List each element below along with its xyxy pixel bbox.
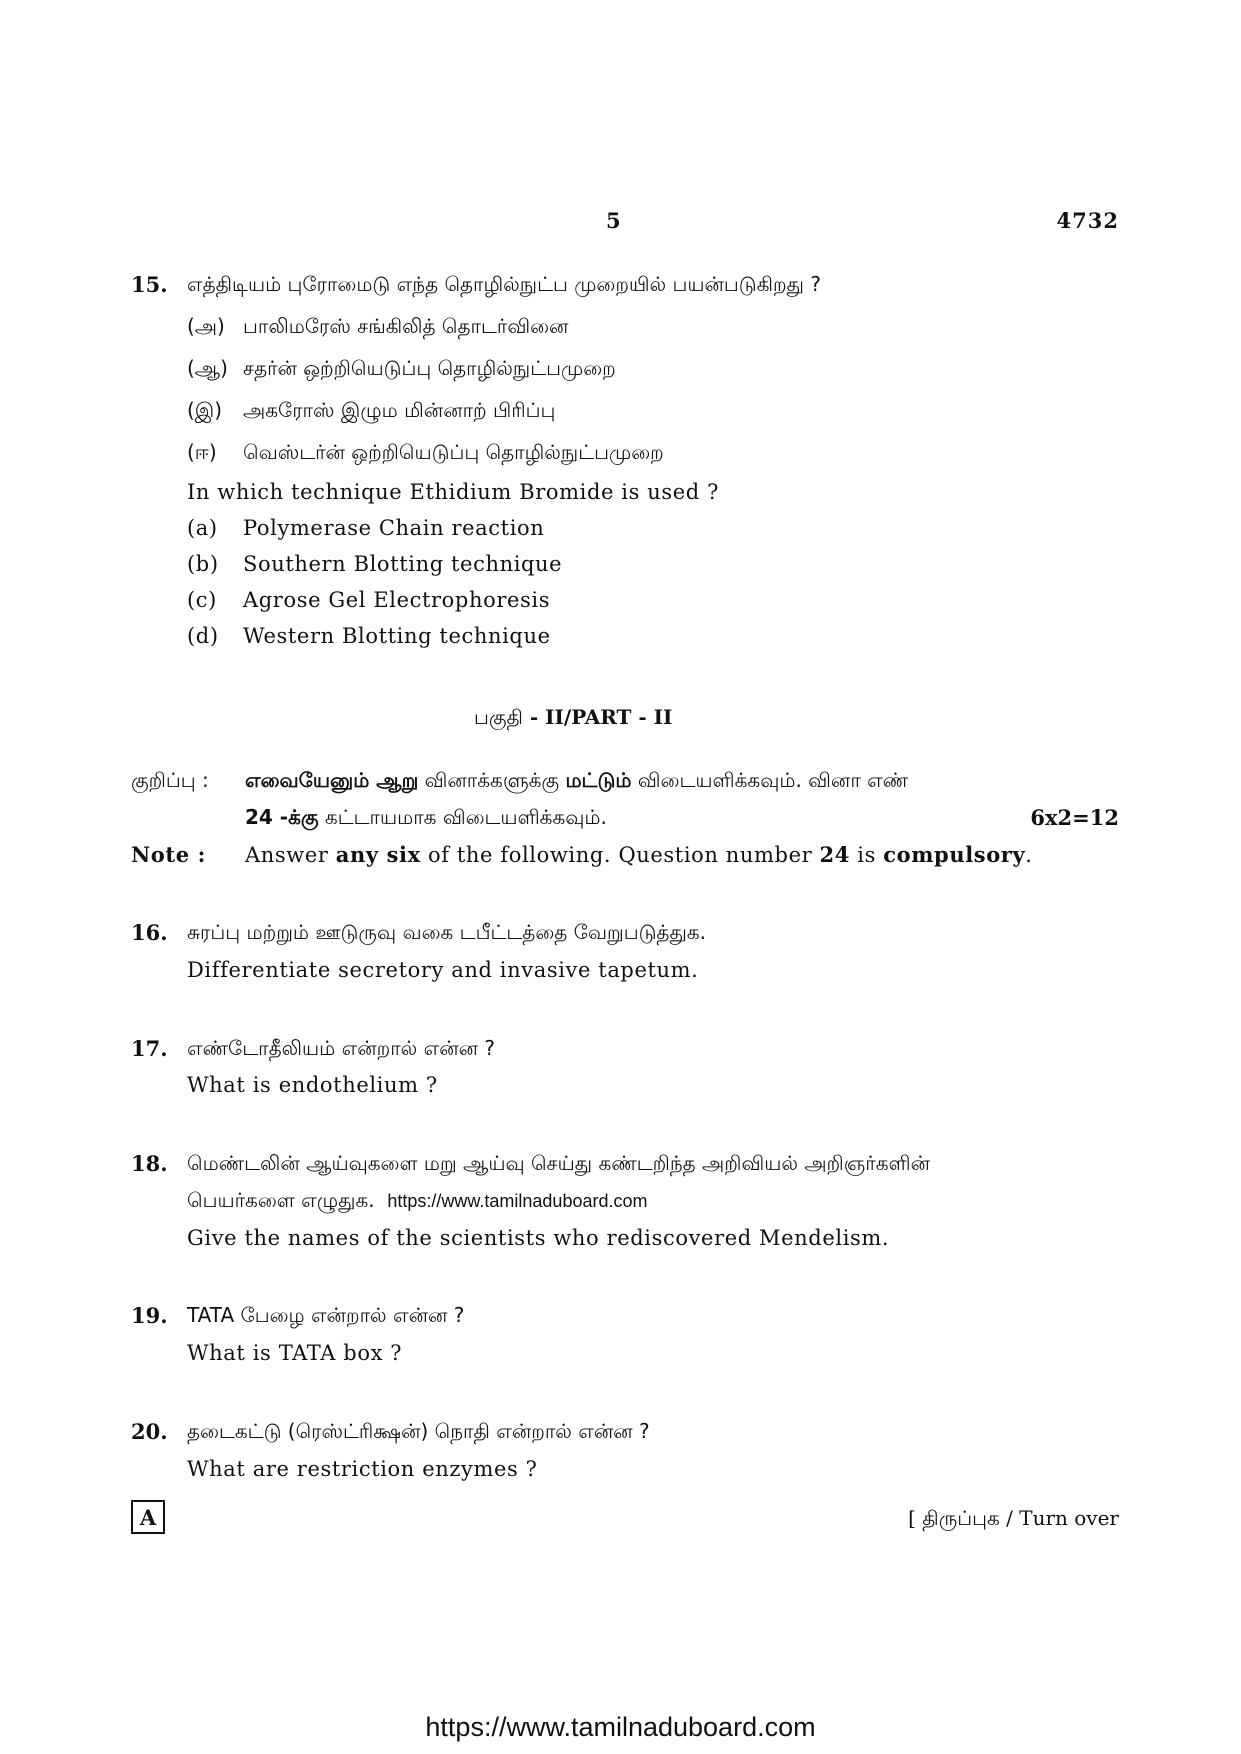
question-text-english: Give the names of the scientists who rediscovered Mendelism.: [187, 1226, 890, 1250]
question-number: 18.: [131, 1151, 168, 1176]
note-tamil-label: குறிப்பு :: [131, 768, 209, 792]
question-number: 15.: [131, 272, 168, 297]
note-english-text: [245, 842, 1033, 867]
note-text: கட்டாயமாக விடையளிக்கவும்.: [318, 805, 607, 829]
question-number: 17.: [131, 1036, 168, 1061]
question-number: 19.: [131, 1303, 168, 1328]
note-english-label: Note :: [131, 842, 206, 867]
question-text-english: What is endothelium ?: [187, 1073, 438, 1097]
question-text-tamil: பெயர்களை எழுதுக.: [187, 1188, 375, 1212]
question-text-tamil: மெண்டலின் ஆய்வுகளை மறு ஆய்வு செய்து கண்டறிந்த அறிவியல் அறிஞர்களின்: [187, 1151, 930, 1175]
option-label: (ஆ): [187, 356, 228, 380]
option-label: (ஈ): [187, 440, 217, 464]
marks-allocation: 6x2=12: [1030, 805, 1119, 830]
note-bold: any six: [335, 842, 421, 867]
option-english: [187, 552, 562, 576]
note-text: விடையளிக்கவும். வினா எண்: [631, 768, 909, 792]
section-heading: [474, 705, 672, 732]
option-text: வெஸ்டர்ன் ஒற்றியெடுப்பு தொழில்நுட்பமுறை: [243, 440, 664, 464]
question-text-tamil: எத்திடியம் புரோமைடு எந்த தொழில்நுட்ப முறையில் பயன்படுகிறது ?: [187, 272, 821, 296]
option-tamil: [187, 398, 555, 425]
section-heading-tamil: பகுதி: [474, 705, 523, 729]
question-text-tamil: சுரப்பு மற்றும் ஊடுருவு வகை டபீட்டத்தை வேறுபடுத்துக.: [187, 920, 706, 944]
option-text: Polymerase Chain reaction: [243, 516, 545, 540]
note-text: .: [1025, 843, 1033, 867]
turn-over-text: [ திருப்புக / Turn over: [908, 1506, 1119, 1530]
note-bold: compulsory: [883, 842, 1026, 867]
option-label: (c): [187, 588, 217, 612]
page-number: 5: [606, 208, 621, 233]
note-text: of the following. Question number: [420, 843, 820, 867]
footer-url: https://www.tamilnaduboard.com: [425, 1712, 816, 1742]
question-text-english: Differentiate secretory and invasive tapetum.: [187, 958, 699, 982]
note-bold: 24 -க்கு: [245, 805, 319, 829]
option-text: Western Blotting technique: [243, 624, 551, 648]
question-text-tamil: TATA பேழை என்றால் என்ன ?: [187, 1303, 465, 1327]
note-text: வினாக்களுக்கு: [418, 768, 566, 792]
question-text-tamil: தடைகட்டு (ரெஸ்ட்ரிக்ஷன்) நொதி என்றால் என்ன ?: [187, 1419, 650, 1443]
note-text: is: [849, 843, 884, 867]
option-tamil: [187, 356, 616, 383]
question-number: 16.: [131, 920, 168, 945]
watermark-url: https://www.tamilnaduboard.com: [387, 1191, 648, 1211]
section-heading-english: II/PART - II: [545, 705, 673, 729]
option-label: (a): [187, 516, 218, 540]
paper-code: 4732: [1056, 208, 1119, 233]
question-number: 20.: [131, 1419, 168, 1444]
option-english: [187, 516, 544, 540]
question-text-english: In which technique Ethidium Bromide is used ?: [187, 480, 719, 504]
option-english: [187, 624, 551, 648]
option-label: (அ): [187, 314, 225, 338]
note-bold: எவையேனும் ஆறு: [245, 768, 419, 792]
version-box: A: [131, 1500, 165, 1534]
question-text-tamil-cont: [187, 1188, 647, 1215]
note-text: Answer: [245, 843, 336, 867]
note-bold: 24: [819, 842, 850, 867]
note-tamil-line1: [245, 768, 908, 795]
option-text: அகரோஸ் இழும மின்னாற் பிரிப்பு: [243, 398, 556, 422]
option-tamil: [187, 314, 568, 341]
option-tamil: [187, 440, 664, 467]
note-tamil-line2: [245, 805, 607, 832]
option-text: பாலிமரேஸ் சங்கிலித் தொடர்வினை: [243, 314, 569, 338]
question-text-english: What are restriction enzymes ?: [187, 1457, 538, 1481]
option-english: [187, 588, 550, 612]
option-label: (b): [187, 552, 219, 576]
option-label: (இ): [187, 398, 223, 422]
question-text-english: What is TATA box ?: [187, 1341, 403, 1365]
option-text: Agrose Gel Electrophoresis: [243, 588, 551, 612]
option-text: Southern Blotting technique: [243, 552, 563, 576]
section-heading-sep: -: [522, 705, 546, 729]
option-label: (d): [187, 624, 219, 648]
note-bold: மட்டும்: [565, 768, 632, 792]
question-text-tamil: எண்டோதீலியம் என்றால் என்ன ?: [187, 1036, 496, 1060]
option-text: சதர்ன் ஒற்றியெடுப்பு தொழில்நுட்பமுறை: [243, 356, 616, 380]
